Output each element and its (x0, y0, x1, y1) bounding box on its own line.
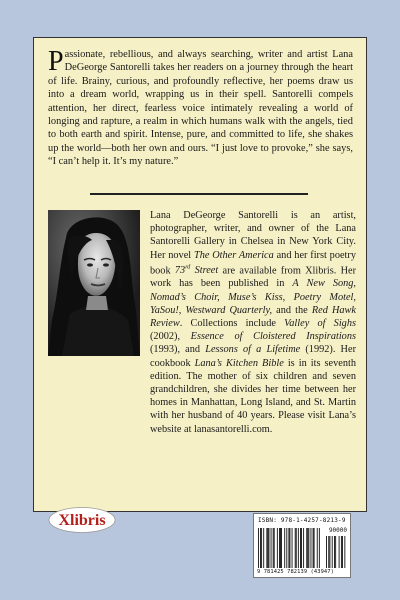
barcode-bar (279, 528, 280, 568)
poetry-title-word: Street (190, 265, 219, 277)
barcode-bar (313, 528, 314, 568)
barcode-bar (307, 528, 308, 568)
barcode-bar (280, 528, 281, 568)
barcode-addon-bar (328, 536, 329, 568)
poetry-title-number: 73 (174, 265, 186, 277)
bio-collection-title: Valley of Sighs (284, 318, 356, 330)
barcode-bar (274, 528, 275, 568)
barcode-bar (298, 528, 299, 568)
isbn-label: ISBN: 978-1-4257-8213-9 (258, 517, 346, 524)
barcode-bar (284, 528, 285, 568)
text-panel (33, 37, 367, 512)
bio-text: is in its seventh edition. The mother of six children and seven grandchildren, she divides her time between her homes in Manhattan, Long Island, and St. Martin with her husband of 40 years. Please visit Lana’s website at lanasantorelli.com. (150, 357, 357, 435)
barcode-bar (300, 528, 301, 568)
bio-text: and the (272, 304, 312, 316)
barcode-digits: 9 781425 782139 (43947) (257, 569, 334, 575)
author-bio (150, 209, 356, 436)
barcode-bar (263, 528, 264, 568)
barcode-bar (303, 528, 304, 568)
bio-cookbook-title: Lana’s Kitchen Bible (194, 357, 284, 369)
author-portrait-image (48, 210, 140, 356)
barcode-bar (288, 528, 289, 568)
barcode-bar (281, 528, 282, 568)
barcode-bars (258, 528, 348, 569)
publisher-logo-image (47, 506, 117, 534)
author-photo (48, 210, 140, 356)
barcode-bar (317, 528, 318, 568)
barcode-bar (269, 528, 270, 568)
barcode-addon-bar (329, 536, 330, 568)
barcode-bar (261, 528, 262, 568)
barcode-bar (290, 528, 291, 568)
barcode-bar (314, 528, 315, 568)
bio-publications: A New Song, Nomad’s Choir, Muse’s Kiss, Poetry Motel, YaSou!, Westward Quarterly, (150, 278, 356, 316)
logo-text: Xlibris (58, 512, 106, 529)
bio-text: are available from Xlibris. Her work has been published in (150, 265, 357, 290)
barcode-bar (258, 528, 259, 568)
barcode-bar (271, 528, 272, 568)
barcode-bar (286, 528, 287, 568)
barcode-bar (306, 528, 307, 568)
bio-text: . Collections include (179, 318, 285, 330)
barcode-addon-bar (342, 536, 343, 568)
barcode-addon-bar (334, 536, 335, 568)
bio-text: (1992). Her cookbook (150, 344, 356, 369)
barcode-bar (277, 528, 278, 568)
barcode-addon-bar (326, 536, 327, 568)
barcode-bar (267, 528, 268, 568)
bio-collection-title: Lessons of a Lifetime (205, 344, 301, 356)
bio-text: Lana DeGeorge Santorelli is an artist, photographer, writer, and owner of the Lana Santorelli Gallery in Chelsea in New York City. Her novel (150, 210, 356, 261)
xlibris-logo (47, 506, 117, 534)
drop-cap: P (48, 46, 64, 77)
barcode-bar (296, 528, 297, 568)
barcode-addon-bar (344, 536, 345, 568)
blurb-paragraph (48, 48, 353, 169)
barcode-bar (311, 528, 312, 568)
barcode-bar (260, 528, 261, 568)
blurb-text: assionate, rebellious, and always searching, writer and artist Lana DeGeorge Santorelli takes her readers on a journey through the heart of life. Brainy, curious, and profoundly reflective, her poems draw us into a dream world, wrapping us in their spell. Santorelli compels attention, her direct, fearless voice intimately revealing a world of longing and rapture, a realm in which humans walk with the angels, tied to both earth and spirit. Intense, pure, and committed to life, she shakes up the world—both her own and ours. “I just love to provoke,” she says, “I can’t help it. It’s my nature.” (48, 49, 353, 168)
barcode-box (253, 513, 351, 578)
barcode-addon-bar (341, 536, 342, 568)
barcode-addon-bar (339, 536, 340, 568)
barcode-bar (292, 528, 293, 568)
barcode-bar (266, 528, 267, 568)
poetry-title-suffix: rd (185, 264, 191, 271)
barcode-bar (295, 528, 296, 568)
barcode-addon-bar (335, 536, 336, 568)
barcode-bar (301, 528, 302, 568)
price-code: 90000 (328, 527, 347, 534)
bio-collection-title: Essence of Cloistered Inspirations (190, 331, 356, 343)
bio-review-title: Red Hawk Review (150, 304, 356, 330)
bio-text: (2002), (150, 331, 191, 343)
barcode-bar (273, 528, 274, 568)
barcode-bar (308, 528, 309, 568)
section-divider (90, 193, 308, 195)
bio-text: (1993), and (150, 344, 206, 356)
barcode-bar (319, 528, 320, 568)
bio-poetry-title (175, 265, 218, 276)
bio-novel-title: The Other America (193, 249, 274, 261)
barcode-addon-bar (332, 536, 333, 568)
bio-text: and her first poetry book (150, 249, 356, 277)
